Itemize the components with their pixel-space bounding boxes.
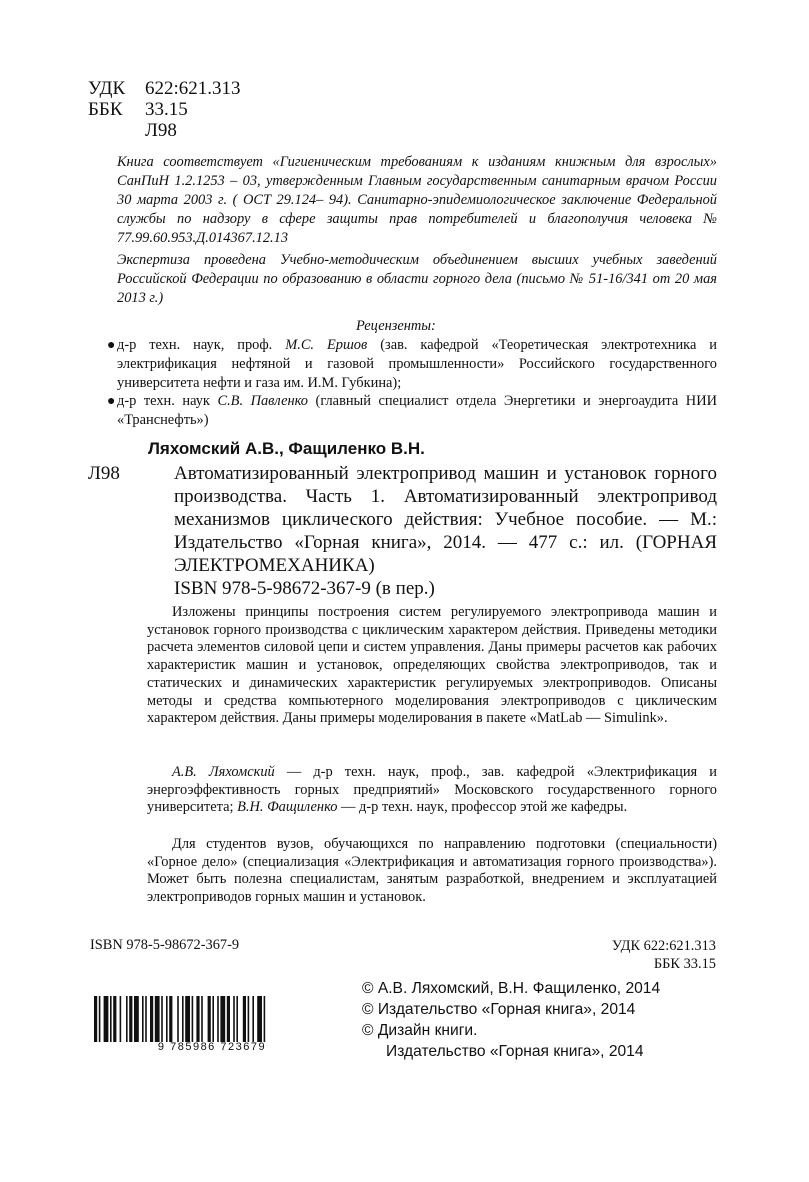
reviewers-heading: Рецензенты: [356,318,436,334]
record-authors: Ляхомский А.В., Фащиленко В.Н. [148,439,425,458]
footer-isbn: ISBN 978-5-98672-367-9 [90,937,240,953]
expertise-notice: Экспертиза проведена Учебно-методическим объединением высших учебных заведений Российской Федерации по образованию в области горного дела (письмо № 51-16/341 от 20 мая 2013 г.) [117,252,717,306]
footer-udk: УДК 622:621.313 [611,938,716,954]
record-code: Л98 [88,463,120,484]
bullet-icon: ● [107,338,116,353]
udk-label: УДК [88,78,126,99]
annotation-p3: Для студентов вузов, обучающихся по направлению подготовки (специальности) «Горное дело» (специализация «Электрификация и автоматизация горного производства»). Может быть полезна специалистам, занятым разработкой, внедрением и эксплуатацией электроприводов горных машин и установок. [147,836,717,906]
copyright-block [362,978,660,1062]
reviewer-name: С.В. Павленко [217,393,308,409]
footer-udk-bbk [612,937,716,973]
author-code: Л98 [145,120,177,141]
bullet-icon: ● [107,394,116,409]
copyright-line: © А.В. Ляхомский, В.Н. Фащиленко, 2014 [362,980,661,997]
record-isbn: ISBN 978-5-98672-367-9 (в пер.) [174,578,435,599]
footer-bbk: ББК 33.15 [653,956,716,972]
annotation-p2: А.В. Ляхомский — д-р техн. наук, проф., зав. кафедрой «Электрификация и энергоэффективность горных предприятий» Московского государственного горного университета; В.Н. Фащиленко — д-р техн. наук, профессор этой же кафедры. [147,764,717,816]
hygiene-notice: Книга соответствует «Гигиеническим требованиям к изданиям книжным для взрослых» СанПиН 1.2.1253 – 03, утвержденным Главным государственным санитарным врачом России 30 марта 2003 г. ( ОСТ 29.124– 94). Санитарно-эпидемиологическое заключение Федеральной службы по надзору в сфере защиты прав потребителей и благополучия человека № 77.99.60.953.Д.014367.12.13 [117,154,717,246]
udk-value: 622:621.313 [145,78,241,99]
udk-block [88,78,241,141]
reviewer-item: ● д-р техн. наук, проф. М.С. Ершов (зав. кафедрой «Теоретическая электротехника и электрификация нефтяной и газовой промышленности» Российского государственного университета нефти и газа им. И.М. Губкина); [107,337,717,391]
annotation-p1: Изложены принципы построения систем регулируемого электропривода машин и установок горного производства с циклическим характером действия. Приведены методики расчета элементов силовой цепи и систем управления. Даны примеры расчетов как рабочих характеристик машин и установок, определяющих свойства электроприводов, так и статических и динамических характеристик регулируемых электроприводов. Описаны методы и средства компьютерного моделирования электроприводов с циклическим характером действия. Даны примеры моделирования в пакете «MatLab — Simulink». [147,604,717,727]
bbk-label: ББК [88,99,123,120]
record-description: Автоматизированный электропривод машин и установок горного производства. Часть 1. Автоматизированный электропривод механизмов циклического действия: Учебное пособие. — М.: Издательство «Горная книга», 2014. — 477 с.: ил. (ГОРНАЯ ЭЛЕКТРОМЕХАНИКА) [174,463,717,576]
copyright-line: © Издательство «Горная книга», 2014 [362,1001,636,1018]
reviewer-name: М.С. Ершов [285,337,368,353]
bbk-value: 33.15 [145,99,188,120]
reviewer-item: ● д-р техн. наук С.В. Павленко (главный специалист отдела Энергетики и энергоаудита НИИ «Транснефть») [107,393,717,428]
copyright-line: © Дизайн книги. [362,1022,478,1039]
isbn-barcode [88,996,336,1058]
barcode-bars [88,996,336,1042]
copyright-line: Издательство «Горная книга», 2014 [386,1043,644,1060]
barcode-digits: 9 785986 723679 [157,1041,267,1053]
